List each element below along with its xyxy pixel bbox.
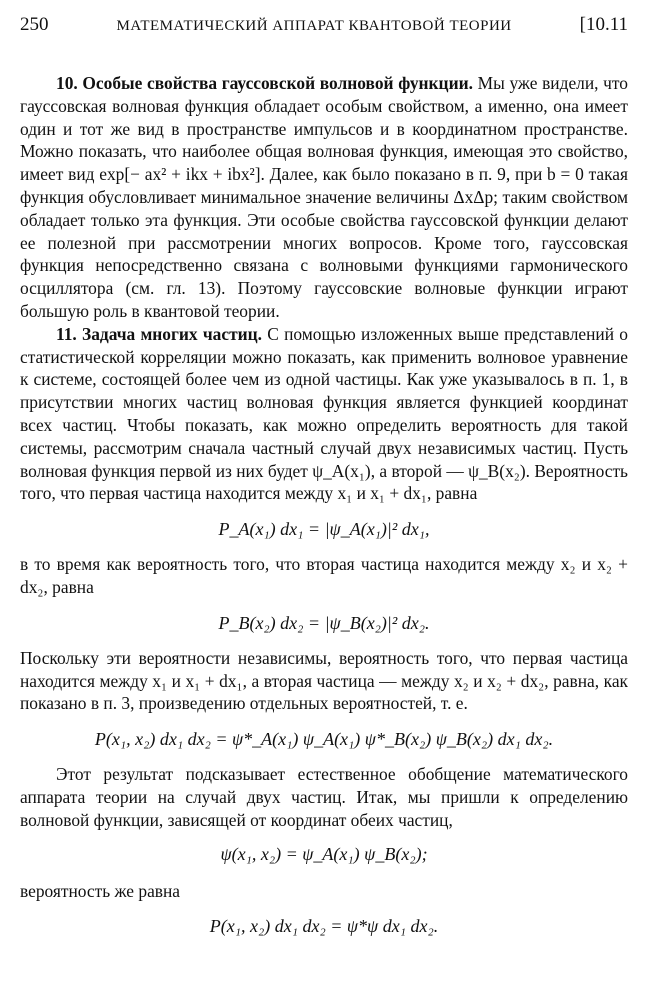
page-body [20, 72, 628, 938]
section-10-text: Мы уже видели, что гауссовская волновая функция обладает особым свойством, а именно, она имеет один и тот же вид в пространстве импульсов и в координатном пространстве. Можно показать, что наиболее общая волновая функция, имеющая это свойство, имеет вид exp[− ax² + ikx + ibx²]. Далее, как было показано в п. 9, при b = 0 такая функция обусловливает минимальное значение величины ΔxΔp; таким свойством обладает только эта функция. Эти особые свойства гауссовской функции делают ее полезной при рассмотрении многих вопросов. Кроме того, гауссовская функция непосредственно связана с волновыми функциями гармонического осциллятора (см. гл. 13). Поэтому гауссовские волновые функции играют большую роль в квантовой теории. [20, 73, 628, 321]
equation-5: P(x₁, x₂) dx₁ dx₂ = ψ*ψ dx₁ dx₂. [209, 916, 439, 937]
section-10-heading: 10. Особые свойства гауссовской волновой функции. [56, 73, 473, 93]
running-header [20, 14, 628, 44]
equation-2: P_B(x₂) dx₂ = |ψ_B(x₂)|² dx₂. [218, 612, 430, 633]
section-11-paragraph [20, 323, 628, 505]
section-11-text-3: Поскольку эти вероятности независимы, вероятность того, что первая частица находится между x₁ и x₁ + dx₁, а вторая частица — между x₂ и x₂ + dx₂, равна, как показано в п. 3, произведению отдельных вероятностей, т. е. [20, 647, 628, 714]
section-11-text-2: в то время как вероятность того, что вторая частица находится между x₂ и x₂ + dx₂, равна [20, 554, 628, 597]
page-number: 250 [20, 14, 49, 35]
equation-1: P_A(x₁) dx₁ = |ψ_A(x₁)|² dx₁, [218, 519, 430, 540]
equation-3: P(x₁, x₂) dx₁ dx₂ = ψ*_A(x₁) ψ_A(x₁) ψ*_B(x₂) ψ_B(x₂) dx₁ dx₂. [94, 729, 554, 750]
equation-4: ψ(x₁, x₂) = ψ_A(x₁) ψ_B(x₂); [220, 843, 428, 864]
section-10-paragraph [20, 72, 628, 323]
section-reference: [10.11 [579, 14, 628, 35]
section-11-text-1: С помощью изложенных выше представлений о статистической корреляции можно показать, как применить волновое уравнение к системе, состоящей более чем из одной частицы. Как уже указывалось в п. 1, в присутствии многих частиц волновая функция является функцией координат всех частиц. Чтобы показать, как можно определить вероятность для такой системы, рассмотрим сначала частный случай двух независимых частиц. Пусть волновая функция первой из них будет ψ_A(x₁), а второй — ψ_B(x₂). Вероятность того, что первая частица находится между x₁ и x₁ + dx₁, равна [20, 323, 628, 504]
section-11-text-5: вероятность же равна [20, 880, 181, 901]
section-11-heading: 11. Задача многих частиц. [56, 323, 263, 344]
running-title: МАТЕМАТИЧЕСКИЙ АППАРАТ КВАНТОВОЙ ТЕОРИИ [116, 18, 512, 34]
section-11-text-4: Этот результат подсказывает естественное обобщение математического аппарата теории на случай двух частиц. Итак, мы пришли к определению волновой функции, зависящей от координат обеих частиц, [20, 764, 628, 830]
